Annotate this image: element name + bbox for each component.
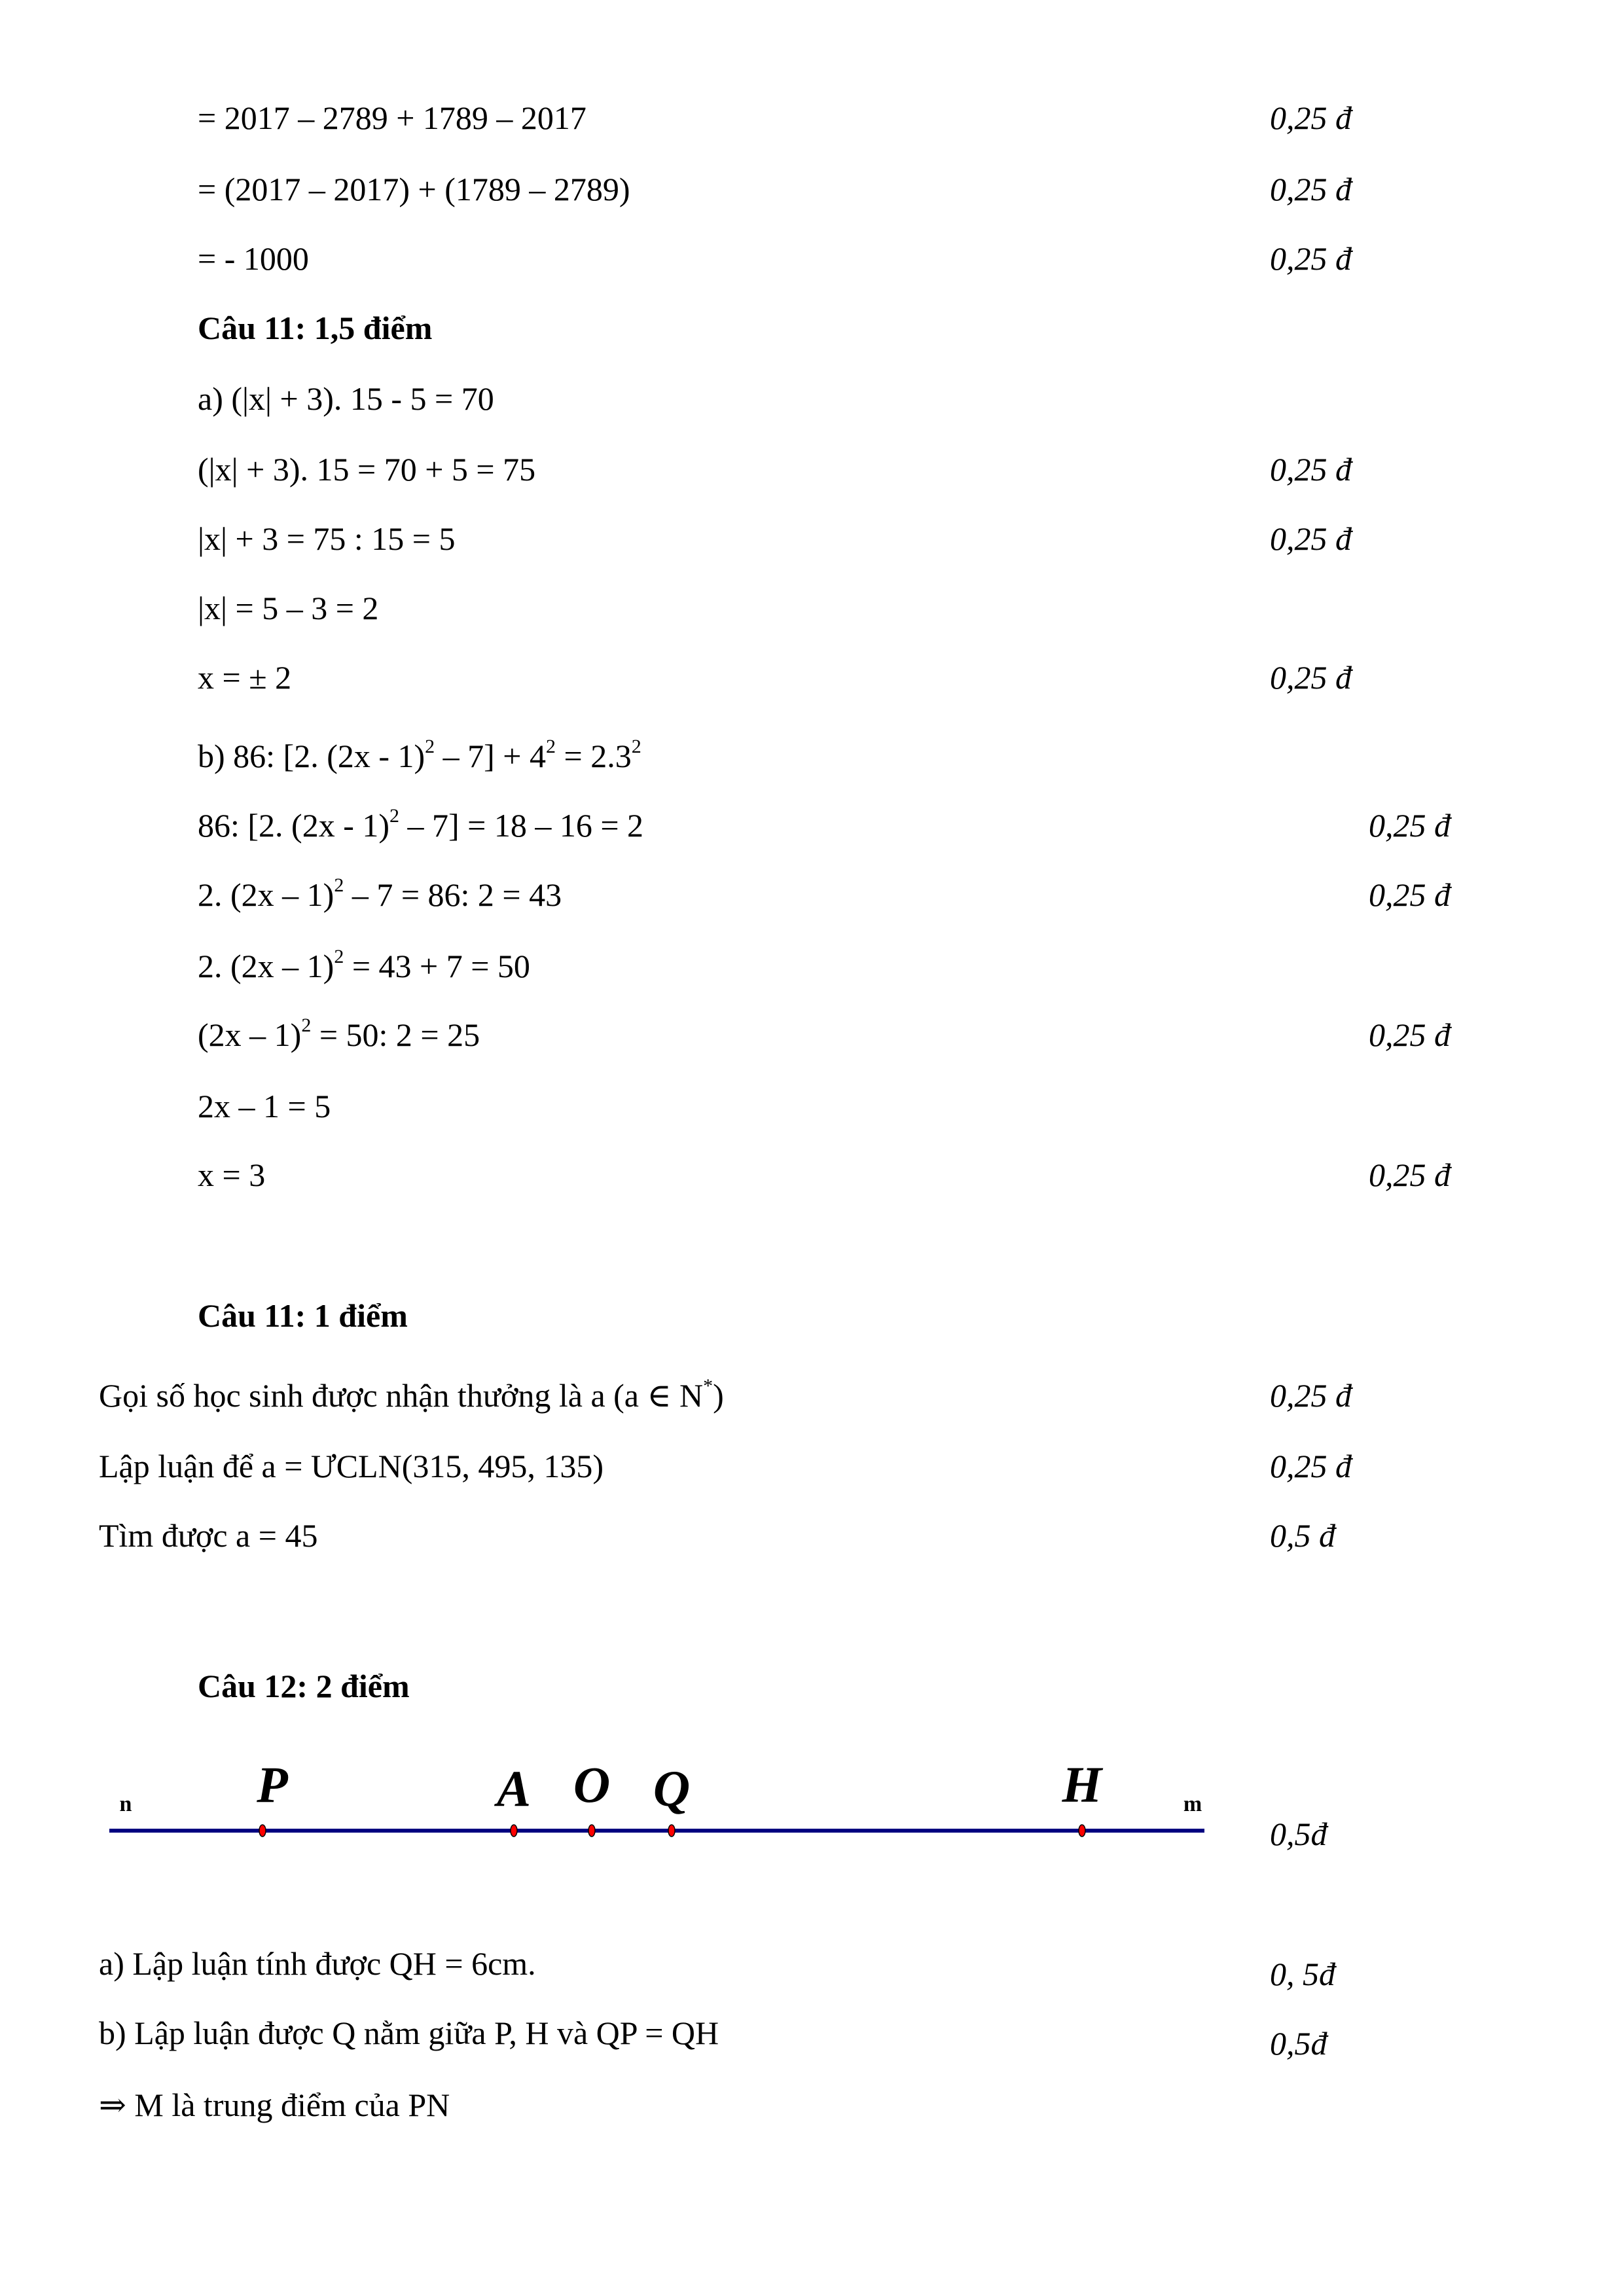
point-O <box>588 1825 595 1837</box>
solution-line <box>198 1154 265 1196</box>
point-H <box>1079 1825 1085 1837</box>
solution-line <box>198 518 456 560</box>
line-text: Gọi số học sinh được nhận thưởng là a (a ∈ N <box>99 1377 704 1414</box>
solution-line <box>99 2012 719 2054</box>
score-label: 0,25 đ <box>1270 659 1352 696</box>
line-text: a) Lập luận tính được QH = 6cm. <box>99 1945 536 1982</box>
point-A <box>511 1825 517 1837</box>
line-text: |x| + 3 = 75 : 15 = 5 <box>198 520 456 557</box>
line-text: – 7] = 18 – 16 = 2 <box>399 807 644 844</box>
solution-line <box>198 168 630 210</box>
solution-line <box>198 1085 331 1127</box>
solution-line <box>198 448 535 490</box>
point-label: A <box>496 1760 532 1817</box>
score-label: 0,25 đ <box>1270 451 1352 488</box>
line-text: (|x| + 3). 15 = 70 + 5 = 75 <box>198 451 536 488</box>
line-text: = 50: 2 = 25 <box>311 1016 480 1053</box>
line-text: = 2.3 <box>556 738 632 774</box>
line-text: = 43 + 7 = 50 <box>344 948 530 984</box>
line-text: Câu 12: 2 điểm <box>198 1668 410 1704</box>
score-label: 0,25 đ <box>1270 171 1352 207</box>
solution-line <box>99 1515 317 1556</box>
score-label: 0,25 đ <box>1369 876 1451 913</box>
solution-line <box>198 238 309 279</box>
solution-line <box>99 1374 724 1416</box>
solution-line <box>198 1014 480 1056</box>
score-label: 0,25 đ <box>1369 1157 1451 1193</box>
point-Q <box>668 1825 675 1837</box>
score-label: 0,5đ <box>1270 2025 1327 2062</box>
score-label: 0,25 đ <box>1270 1377 1352 1414</box>
ray-label: n <box>119 1792 132 1816</box>
solution-line <box>198 945 530 987</box>
point-label: P <box>257 1756 288 1813</box>
point-label: H <box>1062 1756 1102 1813</box>
line-text: – 7 = 86: 2 = 43 <box>344 876 562 913</box>
solution-line <box>99 1445 604 1487</box>
line-text: Câu 11: 1 điểm <box>198 1297 408 1334</box>
superscript: 2 <box>546 736 556 757</box>
superscript: 2 <box>425 736 435 757</box>
section-heading <box>198 307 432 349</box>
point-P <box>259 1825 266 1837</box>
score-label: 0,25 đ <box>1270 240 1352 277</box>
score-label: 0,25 đ <box>1270 1448 1352 1484</box>
line-text: ⇒ M là trung điểm của PN <box>99 2087 450 2123</box>
solution-line <box>198 97 586 139</box>
score-label: 0,5 đ <box>1270 1517 1335 1554</box>
line-text: = 2017 – 2789 + 1789 – 2017 <box>198 99 586 136</box>
line-text: Lập luận để a = ƯCLN(315, 495, 135) <box>99 1448 604 1484</box>
line-text: = - 1000 <box>198 240 309 277</box>
line-text: 2. (2x – 1) <box>198 948 334 984</box>
solution-line <box>198 804 643 846</box>
superscript: 2 <box>334 874 344 896</box>
solution-line <box>198 587 378 629</box>
section-heading <box>198 1295 408 1336</box>
solution-line <box>198 735 641 777</box>
point-label: O <box>573 1756 611 1813</box>
score-label: 0, 5đ <box>1270 1956 1335 1992</box>
line-text: x = 3 <box>198 1157 266 1193</box>
line-text: x = ± 2 <box>198 659 292 696</box>
score-label: 0,25 đ <box>1270 520 1352 557</box>
score-label: 0,25 đ <box>1369 1016 1451 1053</box>
line-text: 2x – 1 = 5 <box>198 1088 331 1124</box>
line-text: b) 86: [2. (2x - 1) <box>198 738 425 774</box>
line-text: 86: [2. (2x - 1) <box>198 807 389 844</box>
superscript: 2 <box>301 1014 312 1036</box>
line-text: |x| = 5 – 3 = 2 <box>198 590 379 626</box>
solution-line <box>198 378 494 420</box>
solution-line <box>99 2084 450 2126</box>
line-text: b) Lập luận được Q nằm giữa P, H và QP = QH <box>99 2015 719 2051</box>
diagram-score: 0,5đ <box>1270 1816 1327 1852</box>
score-label: 0,25 đ <box>1270 99 1352 136</box>
point-label: Q <box>653 1760 691 1817</box>
solution-line <box>198 874 562 916</box>
line-text: a) (|x| + 3). 15 - 5 = 70 <box>198 380 494 417</box>
superscript: 2 <box>334 946 344 967</box>
superscript: * <box>703 1375 713 1397</box>
solution-line <box>99 1943 536 1984</box>
line-text: Câu 11: 1,5 điểm <box>198 310 433 346</box>
section-heading <box>198 1665 410 1707</box>
superscript: 2 <box>631 736 641 757</box>
line-text: (2x – 1) <box>198 1016 302 1053</box>
line-text: 2. (2x – 1) <box>198 876 334 913</box>
score-label: 0,25 đ <box>1369 807 1451 844</box>
ray-label: m <box>1183 1792 1202 1816</box>
solution-line <box>198 656 291 698</box>
line-text: = (2017 – 2017) + (1789 – 2789) <box>198 171 630 207</box>
line-text: – 7] + 4 <box>435 738 547 774</box>
superscript: 2 <box>389 805 399 827</box>
line-text: ) <box>713 1377 724 1414</box>
line-text: Tìm được a = 45 <box>99 1517 318 1554</box>
